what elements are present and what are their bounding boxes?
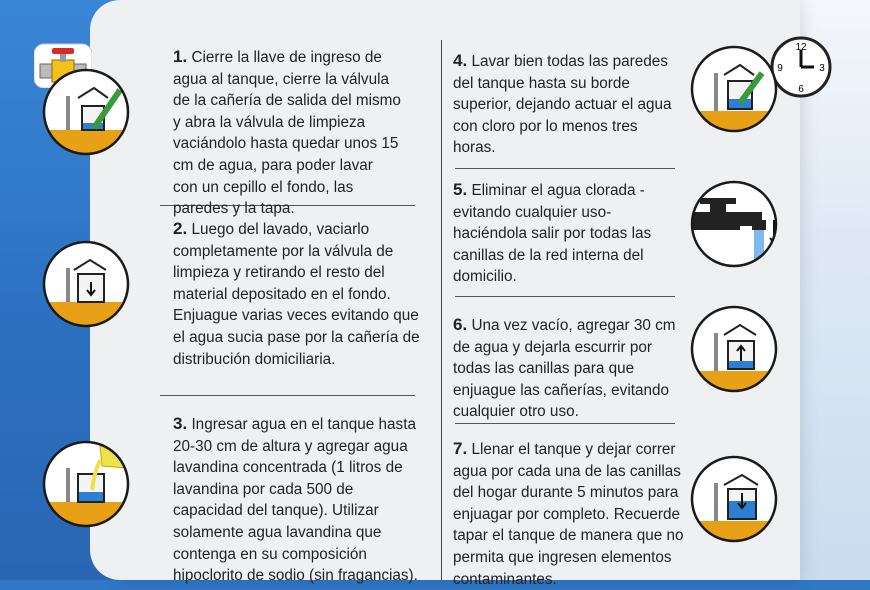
row-divider-5	[455, 423, 675, 424]
clock-12: 12	[795, 42, 807, 53]
step-6	[453, 314, 683, 423]
step-text: Cierre la llave de ingreso de agua al tanque, cierre la válvula de la cañería de salida del mismo y abra la válvula de limpieza vaciándolo hasta quedar unos 15 cm de agua, para poder lavar con un cepillo el fondo, las paredes y la tapa.	[173, 49, 401, 218]
row-divider-2	[160, 395, 415, 396]
step-4	[453, 50, 675, 159]
step-text: Llenar el tanque y dejar correr agua por cada una de las canillas del hogar durante 5 minutos para enjuagar por completo. Recuerde tapar el tanque de manera que no permita que ingresen elementos contaminantes.	[453, 441, 684, 588]
step-number: 6.	[453, 315, 468, 334]
step-text: Lavar bien todas las paredes del tanque hasta su borde superior, dejando actuar el agua con cloro por lo menos tres horas.	[453, 53, 672, 157]
tank-brush-icon	[42, 68, 130, 156]
tank-bleach-icon	[42, 440, 130, 528]
faucet-icon	[690, 180, 778, 268]
step-number: 1.	[173, 47, 188, 66]
tank-rinse-icon	[690, 305, 778, 393]
step-number: 5.	[453, 180, 468, 199]
step-number: 3.	[173, 414, 188, 433]
tank-fill-icon	[690, 455, 778, 543]
row-divider-3	[455, 168, 675, 169]
tank-drain-icon	[42, 240, 130, 328]
clock-icon	[770, 36, 832, 98]
step-text: Luego del lavado, vaciarlo completamente por la válvula de limpieza y retirando el resto del material depositado en el fondo. Enjuague varias veces evitando que el agua sucia pase por la cañería de distribución domiciliaria.	[173, 221, 420, 368]
tank-chlorine-icon	[690, 45, 778, 133]
step-2	[173, 218, 423, 370]
step-number: 2.	[173, 219, 188, 238]
step-3	[173, 413, 421, 587]
step-number: 7.	[453, 439, 468, 458]
step-1	[173, 46, 401, 220]
step-7	[453, 438, 685, 590]
clock-3: 3	[819, 63, 825, 74]
step-text: Una vez vacío, agregar 30 cm de agua y dejarla escurrir por todas las canillas para que enjuague las cañerías, evitando cualquier otro uso.	[453, 317, 676, 421]
step-number: 4.	[453, 51, 468, 70]
step-text: Ingresar agua en el tanque hasta 20-30 cm de altura y agregar agua lavandina concentrada (1 litros de lavandina por cada 500 de capacidad del tanque). Utilizar solamente agua lavandina que contenga en su composición hipoclorito de sodio (sin fragancias).	[173, 416, 418, 585]
row-divider-4	[455, 296, 675, 297]
clock-9: 9	[777, 63, 783, 74]
step-5	[453, 179, 678, 288]
step-text: Eliminar el agua clorada -evitando cualquier uso- haciéndola salir por todas las canillas de la red interna del domicilio.	[453, 182, 652, 286]
column-divider	[441, 40, 442, 580]
clock-6: 6	[798, 84, 804, 95]
